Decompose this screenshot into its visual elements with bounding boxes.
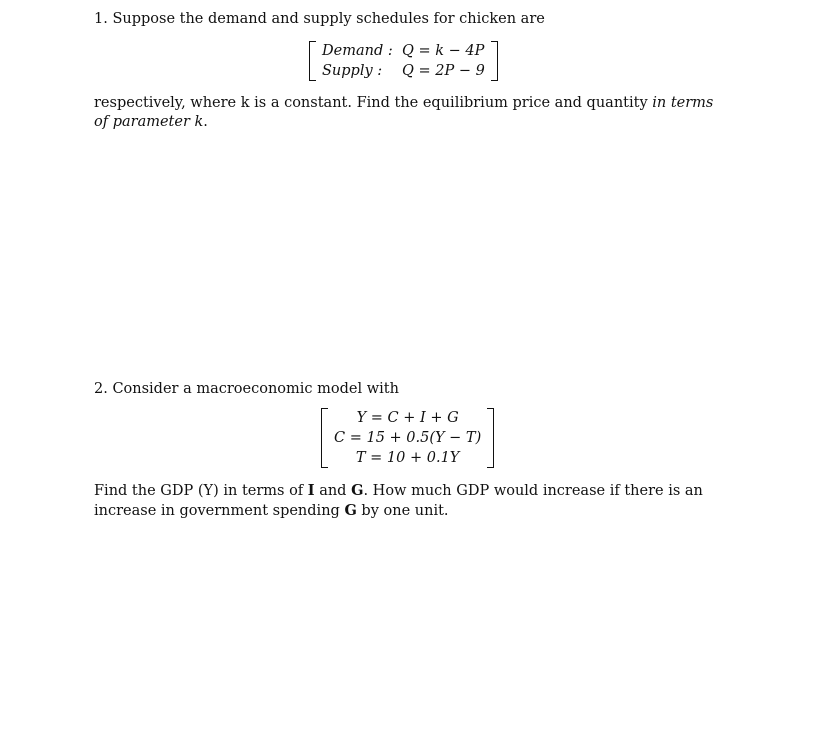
equation-t: T = 10 + 0.1Y: [355, 450, 460, 466]
supply-equation: Q = 2P − 9: [402, 63, 485, 79]
bold-g: G: [351, 482, 364, 499]
supply-label: Supply :: [322, 63, 383, 79]
matrix-left-bracket: [309, 41, 316, 81]
problem-1-question-end: .: [203, 114, 208, 130]
problem-1-question-text: respectively, where k is a constant. Find the equilibrium price and quantity: [94, 95, 653, 111]
problem-1-intro: 1. Suppose the demand and supply schedules for chicken are: [94, 11, 545, 27]
demand-equation: Q = k − 4P: [402, 43, 485, 59]
matrix-left-bracket: [321, 408, 328, 468]
problem-2-question-text-c: . How much GDP would increase if there is an increase in government spending: [94, 483, 703, 519]
bold-g-second: G: [344, 502, 357, 519]
problem-1-question-emphasis: in terms of parameter k: [94, 95, 714, 130]
equation-y-row: [334, 408, 481, 428]
matrix-right-bracket: [491, 41, 498, 81]
bold-i: I: [307, 482, 315, 499]
demand-row: [322, 41, 485, 61]
problem-1-question: [94, 94, 724, 132]
equation-c: C = 15 + 0.5(Y − T): [334, 430, 482, 446]
problem-2-question-text-b: and: [314, 483, 352, 499]
problem-2-intro: 2. Consider a macroeconomic model with: [94, 381, 399, 397]
matrix-right-bracket: [487, 408, 494, 468]
equation-c-row: [334, 428, 481, 448]
problem-2-equation-matrix: [321, 408, 494, 468]
equation-t-row: [334, 448, 481, 468]
problem-2-question-text-d: by one unit.: [356, 503, 449, 519]
supply-row: [322, 61, 485, 81]
problem-1-equation-matrix: [309, 41, 498, 81]
equation-y: Y = C + I + G: [356, 410, 459, 426]
demand-label: Demand :: [322, 43, 393, 59]
problem-2-question-text-a: Find the GDP (Y) in terms of: [94, 483, 308, 499]
problem-2-question: [94, 481, 724, 521]
